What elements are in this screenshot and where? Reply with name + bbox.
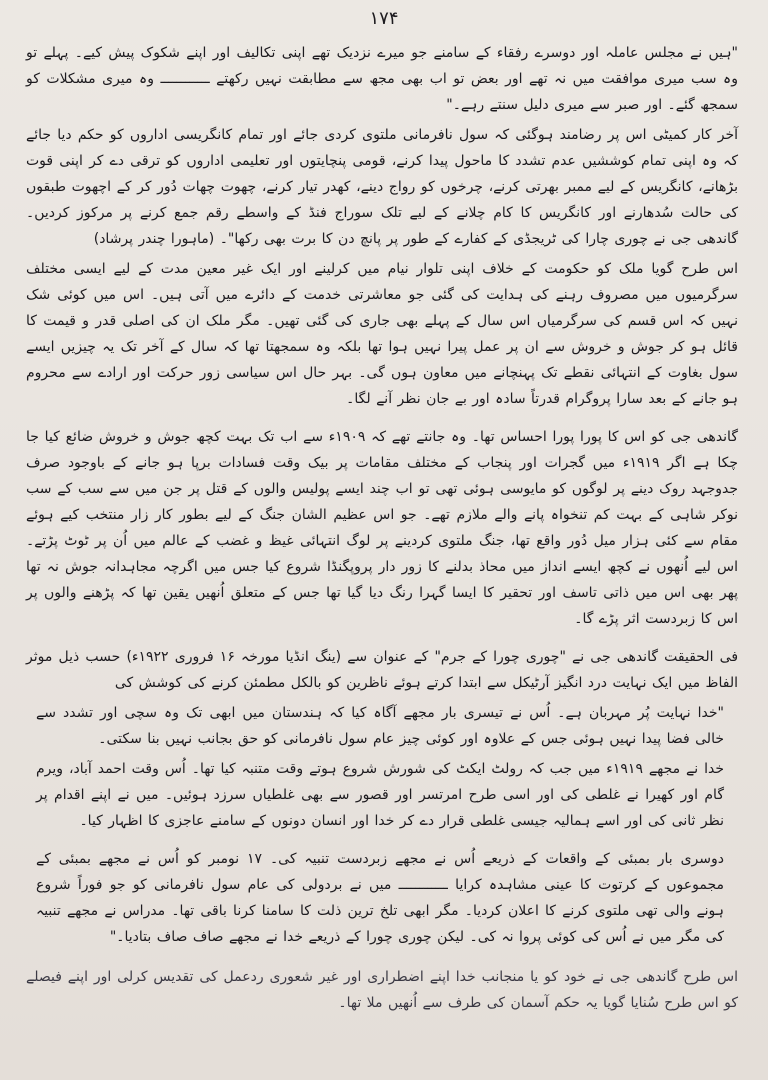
paragraph-committee: آخر کار کمیٹی اس پر رضامند ہوگئی کہ سول نافرمانی ملتوی کردی جائے اور تمام کانگریسی اداروں کو حکم دیا جائے کہ وہ اپنی تمام کوششیں عدم تشدد کا ماحول پیدا کرنے، قومی پنچایتوں اور تعلیمی اداروں کو ترقی دے کر اپنی قوت بڑھانے، کانگریس کے لیے ممبر بھرتی کرنے، چرخوں کو رواج دینے، کھدر تیار کرنے، چھوت چھات دُور کر کے اچھوت طبقوں کی حالت سُدھارنے اور کانگریس کا کام چلانے کے لیے تلک سوراج فنڈ کے واسطے رقم جمع کرنے پر مرکوز کردیں۔ گاندھی جی نے چوری چارا کی ٹریجڈی کے کفارے کے طور پر پانچ دن کا برت بھی رکھا"۔ (ماہورا چندر پرشاد) — [26, 127, 738, 247]
paragraph-quote-1919: خدا نے مجھے ۱۹۱۹ء میں جب کہ رولٹ ایکٹ کی شورش شروع ہوتے وقت متنبہ کیا تھا۔ اُس وقت احمد آباد، ویرم گام اور کھیرا نے غلطی کی اور اسی طرح امرتسر اور قصور سے بھی غلطیاں سرزد ہوئیں۔ میں نے اپنے اقدام پر نظر ثانی کی اور اسے ہمالیہ جیسی غلطی قرار دے کر خدا اور انسان دونوں کے سامنے عاجزی کا اظہار کیا۔ — [36, 761, 724, 829]
paragraph-quote-bombay: دوسری بار بمبئی کے واقعات کے ذریعے اُس نے مجھے زبردست تنبیہ کی۔ ۱۷ نومبر کو اُس نے مجھے بمبئی کے مجموعوں کے کرتوت کا عینی مشاہدہ کرایا ــــــــــــ میں نے بردولی کی عام سول نافرمانی کو جو فوراً شروع ہونے والی تھی ملتوی کرنے کا اعلان کردیا۔ مگر ابھی تلخ ترین ذلت کا سامنا کرنا باقی تھا۔ مدراس نے مجھے تنبیہ کی مگر میں نے اُس کی کوئی پروا نہ کی۔ لیکن چوری چورا کے ذریعے خدا نے مجھے صاف صاف بتادیا۔" — [36, 851, 724, 945]
paragraph-gandhi-aware: گاندھی جی کو اس کا پورا پورا احساس تھا۔ وہ جانتے تھے کہ ۱۹۰۹ء سے اب تک بہت کچھ جوش و خروش ضائع کیا جا چکا ہے اگر ۱۹۱۹ء میں گجرات اور پنجاب کے مختلف مقامات پر بیک وقت فسادات برپا ہو جانے کے باوجود صرف جدوجہد روک دینے پر لوگوں کو مایوسی ہوئی تھی تو اب چند ایسے پولیس والوں کے قتل پر جن میں سے سب کے سب نوکر شاہی کے بہت کم تنخواہ پانے والے ملازم تھے۔ جو اس عظیم الشان جنگ کے لیے بطور کار زار منتخب کیے ہوئے مقام سے کئی ہزار میل دُور واقع تھا، جنگ ملتوی کردینے پر لوگ انتہائی غیظ و غضب کے عالم میں اُن پر ٹوٹ پڑتے۔ اس لیے اُنھوں نے کچھ ایسے انداز میں محاذ بدلنے کا زور دار پروپگنڈا شروع کیا جس میں اگرچہ مجاہدانہ جوش نہ تھا پھر بھی اس میں ذاتی تاسف اور تحقیر کا ایسا گہرا رنگ دیا گیا تھا جس کے متعلق اُنھیں یقین تھا کہ پڑھنے والوں پر اس کا زبردست اثر پڑے گا۔ — [26, 429, 738, 627]
paragraph-young-india: فی الحقیقت گاندھی جی نے "چوری چورا کے جرم" کے عنوان سے (ینگ انڈیا مورخہ ۱۶ فروری ۱۹۲۲ء) حسب ذیل موثر الفاظ میں ایک نہایت درد انگیز آرٹیکل سے ابتدا کرتے ہوئے ناظرین کو بالکل مطمئن کرنے کی کوشش کی — [26, 649, 739, 691]
paragraph-quote-god: "خدا نہایت پُر مہربان ہے۔ اُس نے تیسری بار مجھے آگاہ کیا کہ ہندستان میں ابھی تک وہ سچی اور تشدد سے خالی فضا پیدا نہیں ہوئی جس کے علاوہ اور کوئی چیز عام سول نافرمانی کو حق بجانب نہیں بنا سکتی۔ — [36, 705, 724, 747]
paragraph-conclusion: اس طرح گاندھی جی نے خود کو یا منجانب خدا اپنے اضطراری اور غیر شعوری ردعمل کی تقدیس کرلی اور اپنے فیصلے کو اس طرح سُنایا گویا یہ حکم آسمان کی طرف سے اُنھیں ملا تھا۔ — [26, 969, 738, 1011]
body-text — [26, 40, 738, 1016]
paragraph-country: اس طرح گویا ملک کو حکومت کے خلاف اپنی تلوار نیام میں کرلینے اور ایک غیر معین مدت کے لیے ایسی مختلف سرگرمیوں میں مصروف رہنے کی ہدایت کی گئی جو معاشرتی خدمت کے دائرے میں آتی ہیں۔ اس میں کوئی شک نہیں کہ اس قسم کی سرگرمیاں اس سال کے پہلے بھی جاری کی گئی تھیں۔ مگر ملک ان کی اصلی قدر و قیمت کا قائل ہو کر جوش و خروش سے ان پر عمل پیرا نہیں ہوا تھا بلکہ وہ سمجھتا تھا کہ سال کے آخر تک یہ چیزیں ایسے سول بغاوت کے انتہائی نقطے تک پہنچانے میں معاون ہوں گی۔ بہر حال اس سیاسی زور حرکت اور ارادے سے محروم ہو جانے کے بعد سارا پروگرام قدرتاً سادہ اور بے جان نظر آنے لگا۔ — [26, 261, 738, 407]
paragraph-quote-1: "ہیں نے مجلس عاملہ اور دوسرے رفقاء کے سامنے جو میرے نزدیک تھے اپنی تکالیف اور اپنے شکوک پیش کیے۔ پہلے تو وہ سب میری موافقت میں نہ تھے اور بعض تو اب بھی مجھ سے مطابقت نہیں رکھتے ــــــــــــ وہ میری مشکلات کو سمجھ گئے۔ اور صبر سے میری دلیل سنتے رہے۔" — [26, 45, 738, 113]
page-number: ۱۷۴ — [369, 8, 399, 29]
